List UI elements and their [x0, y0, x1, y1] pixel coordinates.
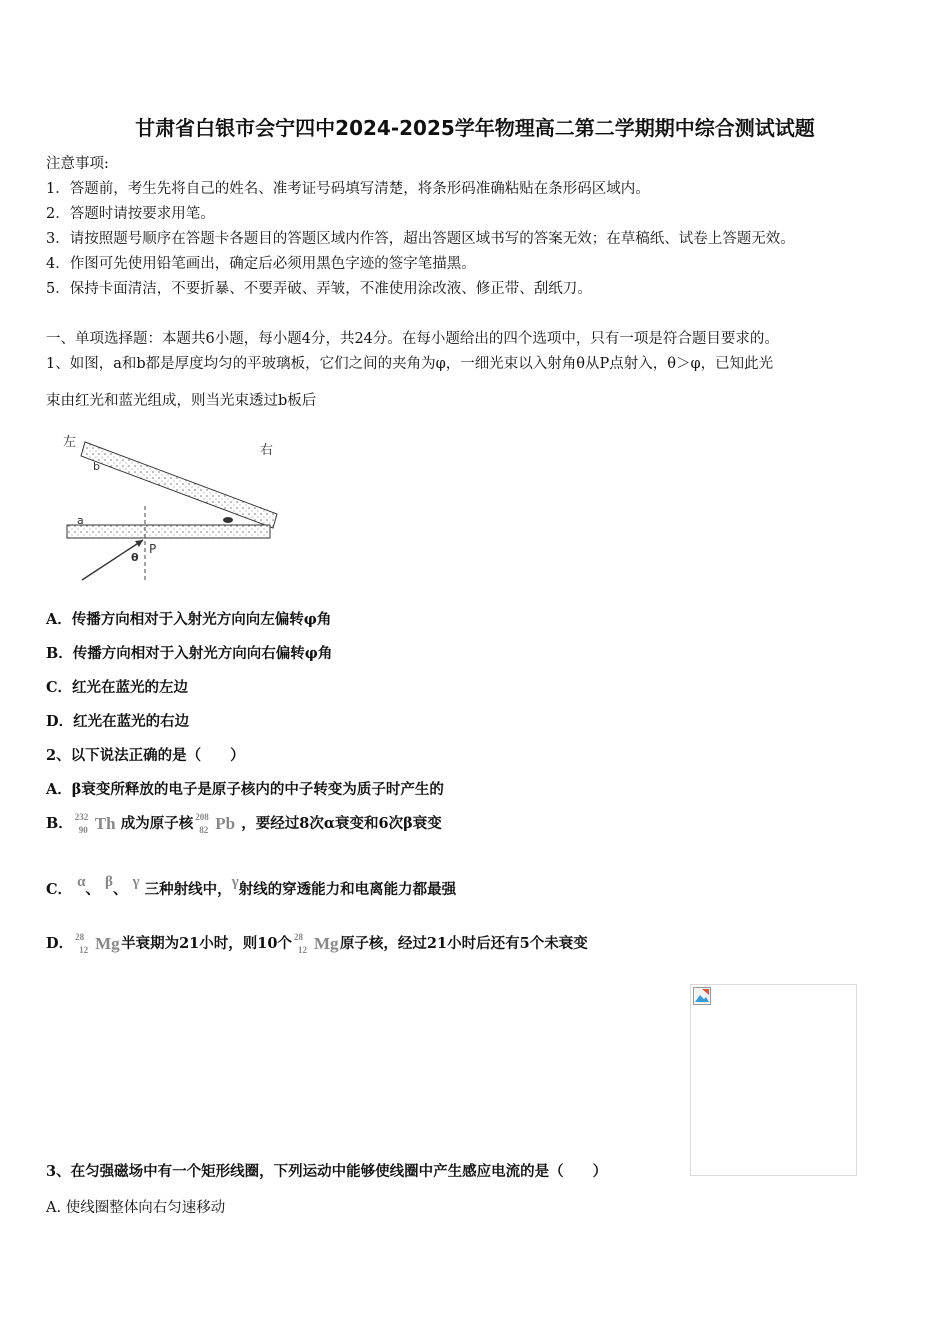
label-right: 右: [260, 443, 274, 458]
label-theta: θ: [131, 551, 139, 564]
notice-item: 4．作图可先使用铅笔画出，确定后必须用黑色字迹的签字笔描黑。: [46, 256, 476, 272]
label-p: P: [149, 542, 157, 556]
notice-heading: 注意事项:: [46, 156, 109, 172]
q1-option-a: A．传播方向相对于入射光方向向左偏转φ角: [46, 611, 332, 628]
q2-option-c: C． α、 β、 γ 三种射线中，γ射线的穿透能力和电离能力都最强: [46, 874, 457, 898]
notice-item: 1．答题前，考生先将自己的姓名、准考证号码填写清楚，将条形码准确粘贴在条形码区域内。: [46, 181, 650, 197]
page-title: 甘肃省白银市会宁四中2024-2025学年物理高二第二学期期中综合测试试题: [135, 116, 815, 140]
notice-item: 5．保持卡面清洁，不要折暴、不要弄破、弄皱，不准使用涂改液、修正带、刮纸刀。: [46, 281, 592, 297]
gamma-symbol: γ: [231, 874, 239, 890]
q1-stem-line1: 1、如图，a和b都是厚度均匀的平玻璃板，它们之间的夹角为φ，一细光束以入射角θ从P点射入，θ＞φ，已知此光: [46, 356, 774, 372]
broken-image-icon: [693, 987, 711, 1005]
notice-item: 3．请按照题号顺序在答题卡各题目的答题区域内作答，超出答题区域书写的答案无效；在草稿纸、试卷上答题无效。: [46, 231, 795, 247]
missing-image-placeholder: [690, 984, 857, 1176]
gamma-symbol: γ: [132, 874, 140, 890]
q2-option-b: B． 232 90 Th 成为原子核 208 82 Pb ，要经过8次α衰变和6次β衰变: [46, 812, 442, 835]
plate-b: [81, 442, 277, 528]
phi-mark: [223, 517, 233, 523]
beta-symbol: β: [105, 874, 113, 890]
label-a: a: [77, 514, 84, 527]
isotope-th: 232 90 Th: [74, 812, 116, 835]
q1-option-d: D．红光在蓝光的右边: [46, 713, 190, 730]
q2-option-a: A．β衰变所释放的电子是原子核内的中子转变为质子时产生的: [46, 781, 444, 798]
isotope-pb: 208 82 Pb: [195, 812, 236, 835]
q3-option-a: A. 使线圈整体向右匀速移动: [46, 1200, 226, 1216]
q3-stem: 3、在匀强磁场中有一个矩形线圈，下列运动中能够使线圈中产生感应电流的是（ ）: [46, 1163, 608, 1180]
q2-stem: 2、以下说法正确的是（ ）: [46, 747, 245, 764]
label-b: b: [93, 460, 100, 473]
alpha-symbol: α: [77, 874, 86, 890]
q1-stem-line2: 束由红光和蓝光组成，则当光束透过b板后: [46, 393, 317, 409]
section-heading: 一、单项选择题：本题共6小题，每小题4分，共24分。在每小题给出的四个选项中，只有一项是符合题目要求的。: [46, 331, 779, 347]
isotope-mg: 28 12 Mg: [75, 932, 120, 955]
isotope-mg: 28 12 Mg: [293, 932, 339, 955]
glass-plates-figure: [55, 428, 290, 588]
q2-option-d: D． 28 12 Mg 半衰期为21小时，则10个 28 12 Mg 原子核，经过21小时后还有5个未衰变: [46, 932, 588, 955]
label-left: 左: [63, 435, 77, 450]
plate-a: [67, 525, 270, 538]
q1-option-b: B．传播方向相对于入射光方向向右偏转φ角: [46, 645, 333, 662]
notice-item: 2．答题时请按要求用笔。: [46, 206, 215, 222]
q1-option-c: C．红光在蓝光的左边: [46, 679, 189, 696]
arrow-head-icon: [135, 540, 143, 547]
